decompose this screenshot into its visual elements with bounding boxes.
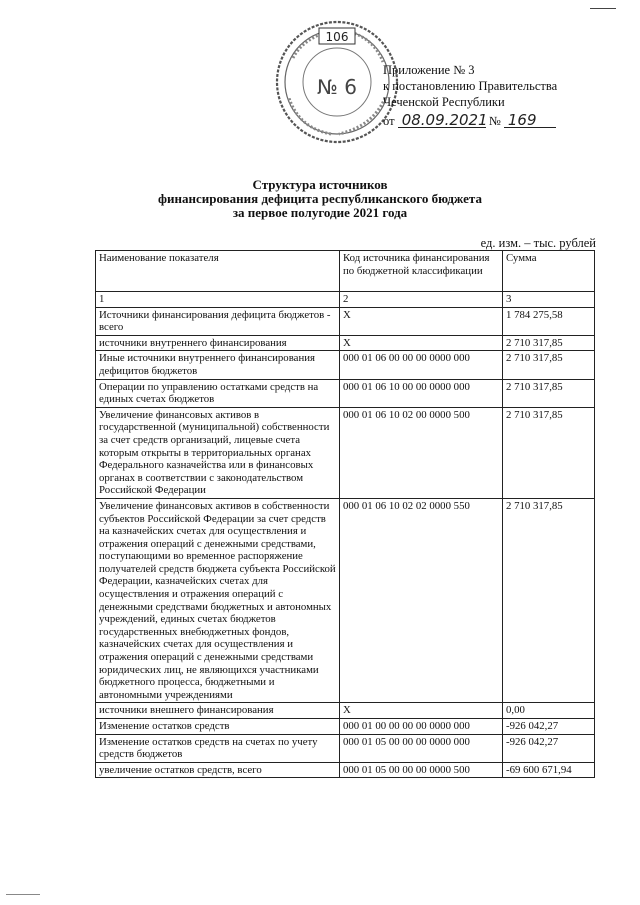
header-name: Наименование показателя bbox=[96, 251, 340, 292]
row-code-cell: 000 01 06 10 02 00 0000 500 bbox=[340, 407, 503, 498]
row-code-cell: 000 01 06 10 00 00 0000 000 bbox=[340, 379, 503, 407]
header-sum: Сумма bbox=[503, 251, 595, 292]
title-line-1: Структура источников bbox=[252, 177, 388, 192]
approval-line-3: Чеченской Республики bbox=[383, 95, 505, 109]
approval-date: 08.09.2021 bbox=[398, 113, 486, 128]
row-name-cell: источники внутреннего финансирования bbox=[96, 335, 340, 351]
financing-table bbox=[95, 250, 595, 778]
table-row bbox=[96, 734, 595, 762]
measurement-unit: ед. изм. – тыс. рублей bbox=[480, 236, 596, 250]
document-title bbox=[0, 178, 640, 220]
row-code-cell: 000 01 00 00 00 00 0000 000 bbox=[340, 719, 503, 735]
table-row bbox=[96, 335, 595, 351]
row-code-cell: 000 01 05 00 00 00 0000 500 bbox=[340, 762, 503, 778]
row-code-cell: 000 01 06 10 02 02 0000 550 bbox=[340, 498, 503, 703]
table-row bbox=[96, 719, 595, 735]
official-seal-stamp bbox=[273, 18, 401, 146]
column-number-2: 2 bbox=[340, 292, 503, 308]
row-name-cell: Операции по управлению остатками средств на единых счетах бюджетов bbox=[96, 379, 340, 407]
table-row bbox=[96, 762, 595, 778]
approval-block bbox=[383, 62, 557, 129]
top-corner-mark bbox=[590, 2, 616, 9]
row-name-cell: Иные источники внутреннего финансирования дефицитов бюджетов bbox=[96, 351, 340, 379]
row-sum-cell: 2 710 317,85 bbox=[503, 407, 595, 498]
header-row bbox=[96, 251, 595, 292]
table-row bbox=[96, 703, 595, 719]
column-number-3: 3 bbox=[503, 292, 595, 308]
row-code-cell: Х bbox=[340, 703, 503, 719]
row-name-cell: Увеличение финансовых активов в собственности субъектов Российской Федерации за счет средств на казначейских счетах для осуществления и отражения операций с денежными средствами, поступающими во временное распоряжение получателей средств бюджета субъекта Российской Федерации, казначейских счетах для осуществления и отражения операций с денежными средствами бюджетных и автономных учреждений, единых счетах бюджетов государственных внебюджетных фондов, казначейских счетах для осуществления и отражения операций с денежными средствами юридических лиц, не являющихся участниками бюджетного процесса, бюджетными и автономными учреждениями bbox=[96, 498, 340, 703]
row-name-cell: Увеличение финансовых активов в государственной (муниципальной) собственности за счет средств организаций, лицевые счета которым открыты в территориальных органах Федерального казначейства или в финансовых органах в соответствии с законодательством Российской Федерации bbox=[96, 407, 340, 498]
date-prefix: от bbox=[383, 114, 395, 128]
row-name-cell: увеличение остатков средств, всего bbox=[96, 762, 340, 778]
approval-line-1: Приложение № 3 bbox=[383, 63, 475, 77]
row-sum-cell: 1 784 275,58 bbox=[503, 307, 595, 335]
row-name-cell: Изменение остатков средств на счетах по учету средств бюджетов bbox=[96, 734, 340, 762]
table-row bbox=[96, 351, 595, 379]
row-code-cell: 000 01 06 00 00 00 0000 000 bbox=[340, 351, 503, 379]
seal-top-number: 106 bbox=[325, 30, 349, 44]
row-sum-cell: 2 710 317,85 bbox=[503, 335, 595, 351]
table-row bbox=[96, 498, 595, 703]
row-name-cell: Изменение остатков средств bbox=[96, 719, 340, 735]
row-sum-cell: 2 710 317,85 bbox=[503, 351, 595, 379]
title-line-2: финансирования дефицита республиканского бюджета bbox=[158, 191, 482, 206]
title-line-3: за первое полугодие 2021 года bbox=[232, 205, 408, 220]
row-name-cell: Источники финансирования дефицита бюджетов - всего bbox=[96, 307, 340, 335]
table-row bbox=[96, 407, 595, 498]
row-sum-cell: 2 710 317,85 bbox=[503, 498, 595, 703]
approval-date-line bbox=[383, 113, 557, 129]
row-sum-cell: 2 710 317,85 bbox=[503, 379, 595, 407]
table-row bbox=[96, 307, 595, 335]
bottom-corner-mark bbox=[6, 894, 40, 897]
row-code-cell: Х bbox=[340, 307, 503, 335]
row-sum-cell: -926 042,27 bbox=[503, 734, 595, 762]
row-sum-cell: -69 600 671,94 bbox=[503, 762, 595, 778]
row-sum-cell: -926 042,27 bbox=[503, 719, 595, 735]
row-name-cell: источники внешнего финансирования bbox=[96, 703, 340, 719]
row-code-cell: 000 01 05 00 00 00 0000 000 bbox=[340, 734, 503, 762]
approval-line-2: к постановлению Правительства bbox=[383, 79, 558, 93]
row-sum-cell: 0,00 bbox=[503, 703, 595, 719]
approval-number: 169 bbox=[504, 113, 556, 128]
table-row bbox=[96, 379, 595, 407]
seal-center-number: № 6 bbox=[317, 75, 357, 99]
row-code-cell: Х bbox=[340, 335, 503, 351]
header-code: Код источника финансирования по бюджетной классификации bbox=[340, 251, 503, 292]
number-prefix: № bbox=[488, 114, 501, 128]
column-number-row bbox=[96, 292, 595, 308]
column-number-1: 1 bbox=[96, 292, 340, 308]
